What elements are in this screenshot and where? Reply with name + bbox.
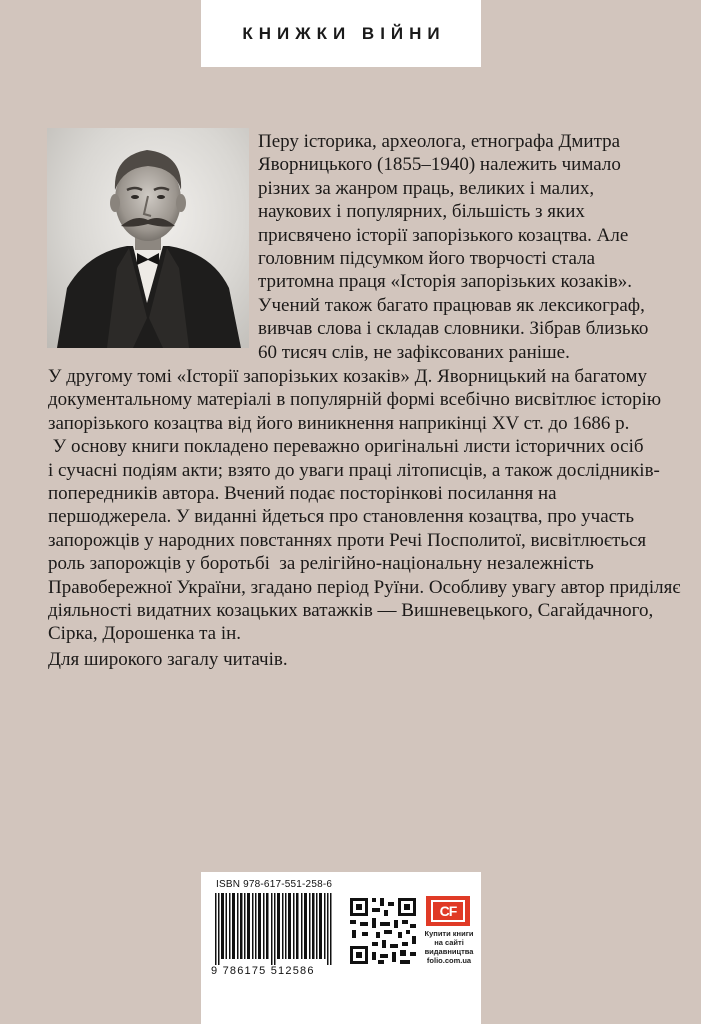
description-line: попередників автора. Вчений подає посторінкові посилання на [48,483,557,505]
publisher-website: folio.com.ua [426,956,472,965]
bio-line: головним підсумком його творчості стала [258,248,596,270]
author-portrait [47,128,249,348]
description-line: У основу книги покладено переважно оригінальні листи історичних осіб [48,436,644,458]
description-line: документальному матеріалі в популярній формі всебічно висвітлює історію [48,389,662,411]
qr-code-icon [348,896,418,966]
isbn-label: ISBN 978-617-551-258-6 [216,879,333,890]
bio-line: наукових і популярних, більшість з яких [258,201,585,223]
buy-line: видавництва [424,947,474,956]
barcode-number: 9 786175 512586 [211,965,315,977]
description-line: Сірка, Дорошенка та ін. [48,623,242,645]
publisher-logo [426,896,470,926]
bio-line: різних за жанром праць, великих і малих, [258,177,595,199]
audience-text: Для широкого загалу читачів. [48,649,288,670]
bio-line: Перу історика, археолога, етнографа Дмитра [258,131,621,152]
barcode-icon [213,893,339,965]
bio-line: присвячено історії запорізького козацтва. Але [258,224,629,246]
buy-line: на сайті [434,938,464,947]
description-line: У другому томі «Історії запорізьких козаків» Д. Яворницький на багатому [48,366,647,387]
portrait-image [47,128,249,348]
description-line: і сучасні подіям акти; взято до уваги праці літописців, а також дослідників- [48,459,660,481]
author-bio [258,130,648,364]
publisher-logo-text: CF [431,900,465,922]
bio-line: вивчав слова і складав словники. Зібрав близько [258,318,649,340]
description-line: першоджерела. У виданні йдеться про становлення козацтва, про участь [48,506,635,528]
description-line: запорожців у народних повстаннях проти Речі Посполитої, висвітлюється [48,529,647,551]
series-header-box [201,0,481,67]
bio-line: 60 тисяч слів, не зафіксованих раніше. [258,341,570,363]
book-description [48,365,681,646]
bio-line: Яворницького (1855–1940) належить чимало [258,154,621,176]
bio-line: тритомна праця «Історія запорізьких козаків». [258,271,632,293]
description-line: роль запорожців у боротьбі за релігійно-національну незалежність [48,553,594,575]
description-line: діяльності видатних козацьких ватажків — Вишневецького, Сагайдачного, [48,600,654,622]
audience-note [48,648,288,671]
bio-line: Учений також багато працював як лексикограф, [258,294,645,316]
buy-line: Купити книги [424,929,474,938]
description-line: Правобережної України, згадано період Руїни. Особливу увагу автор приділяє [48,576,681,598]
description-line: запорізького козацтва від його виникнення наприкінці XV ст. до 1686 р. [48,412,630,434]
series-title: КНИЖКИ ВІЙНИ [242,23,446,43]
buy-online-note [423,929,475,965]
